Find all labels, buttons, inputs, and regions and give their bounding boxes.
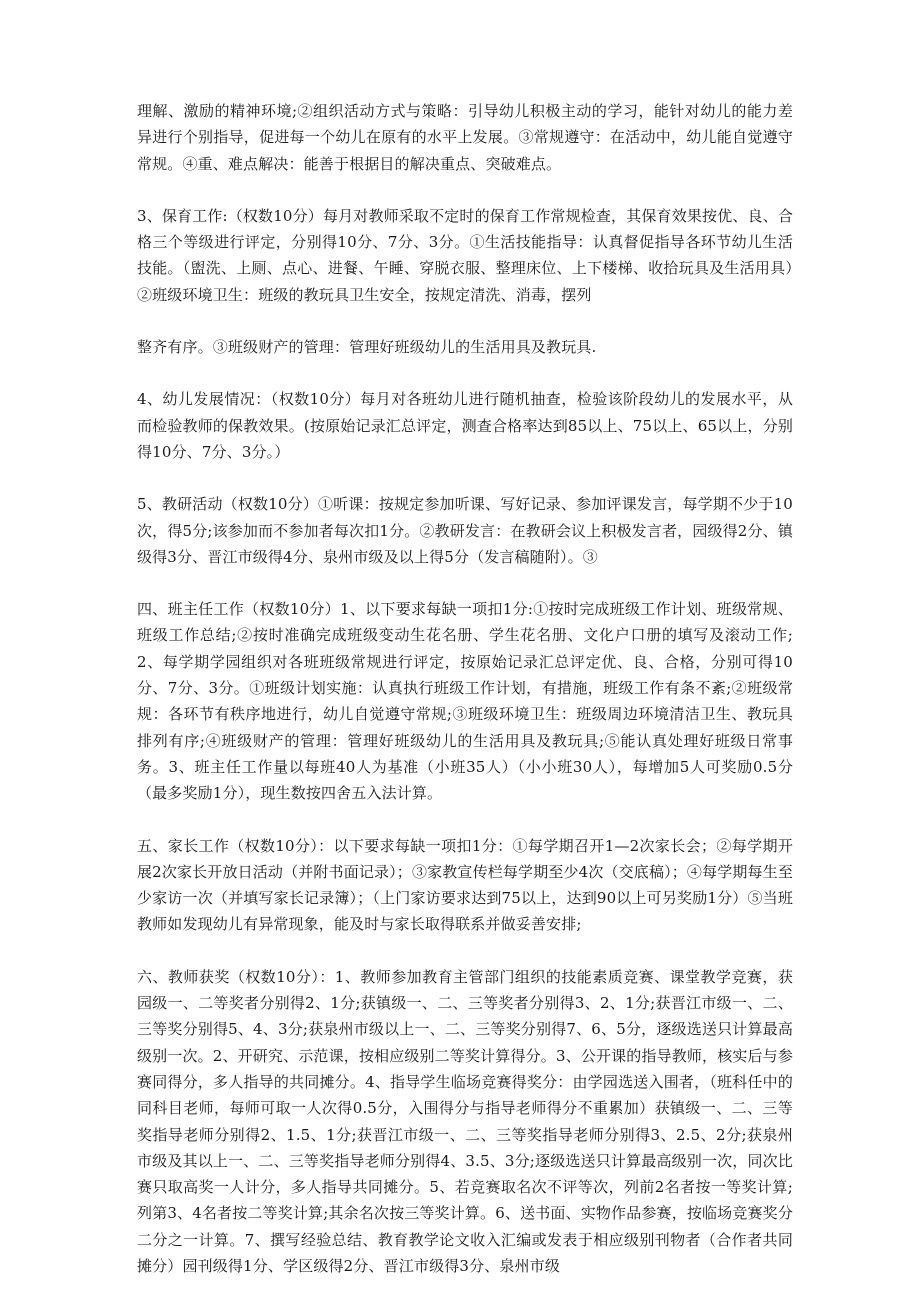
document-page — [137, 98, 793, 1279]
paragraph-intro-continuation: 理解、激励的精神环境;②组织活动方式与策略：引导幼儿积极主动的学习，能针对幼儿的能力差异进行个别指导，促进每一个幼儿在原有的水平上发展。③常规遵守：在活动中，幼儿能自觉遵守常规。④重、难点解决：能善于根据目的解决重点、突破难点。 — [137, 102, 793, 173]
paragraph-care-work: 3、保育工作:（权数10分）每月对教师采取不定时的保育工作常规检查，其保育效果按优、良、合格三个等级进行评定，分别得10分、7分、3分。①生活技能指导：认真督促指导各环节幼儿生活技能。（盥洗、上厕、点心、进餐、午睡、穿脱衣服、整理床位、上下楼梯、收拾玩具及生活用具）②班级环境卫生：班级的教玩具卫生安全，按规定清洗、消毒，摆列 — [137, 206, 793, 304]
paragraph-teaching-research: 5、教研活动（权数10分）①听课：按规定参加听课、写好记录、参加评课发言，每学期不少于10次，得5分;该参加而不参加者每次扣1分。②教研发言：在教研会议上积极发言者，园级得2分、镇级得3分、晋江市级得4分、泉州市级及以上得5分（发言稿随附）。③ — [137, 495, 793, 566]
paragraph-teacher-awards: 六、教师获奖（权数10分）：1、教师参加教育主管部门组织的技能素质竞赛、课堂教学竞赛，获园级一、二等奖者分别得2、1分;获镇级一、二、三等奖者分别得3、2、1分;获晋江市级一、二、三等奖分别得5、4、3分;获泉州市级以上一、二、三等奖分别得7、6、5分，逐级选送只计算最高级别一次。2、开研究、示范课，按相应级别二等奖计算得分。3、公开课的指导教师，核实后与参赛同得分，多人指导的共同摊分。4、指导学生临场竞赛得奖分：由学园选送入围者，（班科任中的同科目老师，每师可取一人次得0.5分，入围得分与指导老师得分不重累加）获镇级一、二、三等奖指导老师分别得2、1.5、1分;获晋江市级一、二、三等奖指导老师分别得3、2.5、2分;获泉州市级及其以上一、二、三等奖指导老师分别得4、3.5、3分;逐级选送只计算最高级别一次，同次比赛只取高奖一人计分，多人指导共同摊分。5、若竞赛取名次不评等次，列前2名者按一等奖计算;列第3、4名者按二等奖计算;其余名次按三等奖计算。6、送书面、实物作品参赛，按临场竞赛奖分二分之一计算。7、撰写经验总结、教育教学论文收入汇编或发表于相应级别刊物者（合作者共同摊分）园刊级得1分、学区级得2分、晋江市级得3分、泉州市级 — [137, 967, 793, 1275]
paragraph-child-development: 4、幼儿发展情况：（权数10分）每月对各班幼儿进行随机抽查，检验该阶段幼儿的发展水平，从而检验教师的保教效果。(按原始记录汇总评定，测查合格率达到85以上、75以上、65以上，分别得10分、7分、3分。） — [137, 390, 793, 461]
paragraph-care-work-continuation: 整齐有序。③班级财产的管理：管理好班级幼儿的生活用具及教玩具. — [137, 338, 597, 357]
paragraph-parent-work: 五、家长工作（权数10分）：以下要求每缺一项扣1分：①每学期召开1—2次家长会；②每学期开展2次家长开放日活动（并附书面记录）；③家教宣传栏每学期至少4次（交底稿）；④每学期每生至少家访一次（并填写家长记录簿）；（上门家访要求达到75以上，达到90以上可另奖励1分）⑤当班教师如发现幼儿有异常现象，能及时与家长取得联系并做妥善安排; — [137, 836, 793, 934]
paragraph-head-teacher-work: 四、班主任工作（权数10分）1、以下要求每缺一项扣1分:①按时完成班级工作计划、班级常规、班级工作总结;②按时准确完成班级变动生花名册、学生花名册、文化户口册的填写及滚动工作;2、每学期学园组织对各班班级常规进行评定，按原始记录汇总评定优、良、合格，分别可得10分、7分、3分。①班级计划实施：认真执行班级工作计划，有措施，班级工作有条不紊;②班级常规：各环节有秩序地进行，幼儿自觉遵守常规;③班级环境卫生：班级周边环境清洁卫生、教玩具排列有序;④班级财产的管理：管理好班级幼儿的生活用具及教玩具;⑤能认真处理好班级日常事务。3、班主任工作量以每班40人为基准（小班35人）（小小班30人），每增加5人可奖励0.5分（最多奖励1分），现生数按四舍五入法计算。 — [137, 600, 793, 803]
